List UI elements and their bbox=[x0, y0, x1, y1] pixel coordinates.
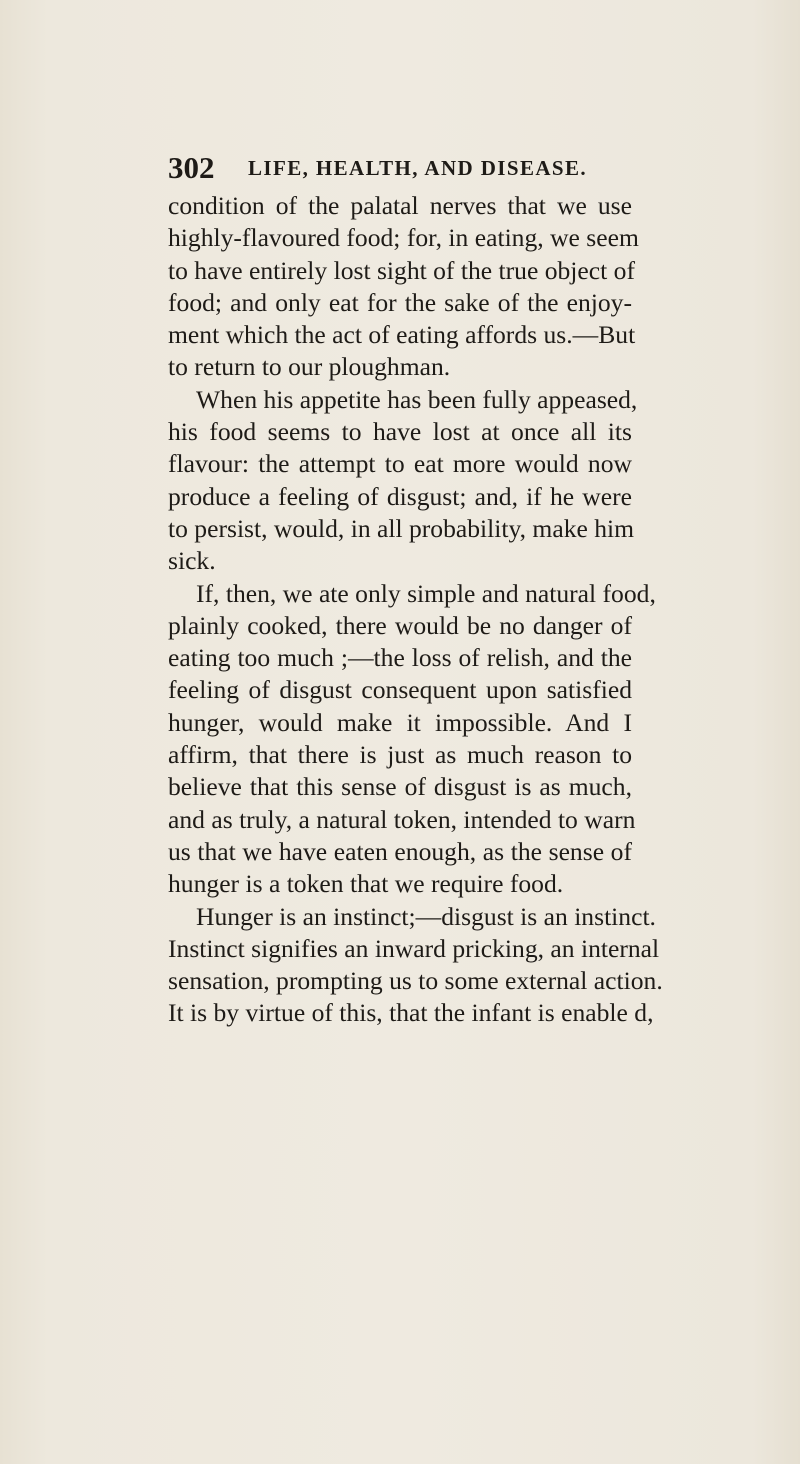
running-title: LIFE, HEALTH, AND DISEASE. bbox=[248, 156, 588, 180]
text-line: Instinct signifies an inward pricking, an internal bbox=[168, 933, 660, 963]
text-line: If, then, we ate only simple and natural food, bbox=[196, 578, 656, 608]
text-line: food; and only eat for the sake of the enjoy- bbox=[168, 287, 632, 317]
text-line: produce a feeling of disgust; and, if he were bbox=[168, 481, 632, 511]
text-line: ment which the act of eating affords us.—But bbox=[168, 320, 636, 350]
text-line: to have entirely lost sight of the true object of bbox=[168, 255, 635, 285]
page-number: 302 bbox=[168, 150, 215, 185]
text-line: hunger, would make it impossible. And I bbox=[168, 707, 632, 737]
text-line: sick. bbox=[168, 546, 216, 576]
text-line: It is by virtue of this, that the infant is enable d, bbox=[168, 998, 654, 1028]
text-line: feeling of disgust consequent upon satisfied bbox=[168, 675, 632, 705]
page-header bbox=[168, 150, 648, 190]
text-line: Hunger is an instinct;—disgust is an instinct. bbox=[196, 901, 656, 931]
text-line: his food seems to have lost at once all its bbox=[168, 417, 632, 447]
text-line: believe that this sense of disgust is as much, bbox=[168, 772, 632, 802]
text-line: eating too much ;—the loss of relish, and the bbox=[168, 643, 632, 673]
text-line: us that we have eaten enough, as the sense of bbox=[168, 836, 632, 866]
body-text bbox=[168, 190, 663, 1030]
text-line: hunger is a token that we require food. bbox=[168, 869, 564, 899]
text-line: to return to our ploughman. bbox=[168, 352, 451, 382]
text-line: condition of the palatal nerves that we use bbox=[168, 191, 632, 220]
text-line: flavour: the attempt to eat more would now bbox=[168, 449, 632, 479]
text-line: and as truly, a natural token, intended to warn bbox=[168, 804, 636, 834]
text-line: affirm, that there is just as much reason to bbox=[168, 740, 632, 770]
text-line: highly-flavoured food; for, in eating, we seem bbox=[168, 223, 639, 253]
text-line: sensation, prompting us to some external action. bbox=[168, 966, 663, 996]
text-line: When his appetite has been fully appeased, bbox=[196, 384, 638, 414]
text-line: plainly cooked, there would be no danger of bbox=[168, 610, 632, 640]
text-line: to persist, would, in all probability, make him bbox=[168, 513, 635, 543]
